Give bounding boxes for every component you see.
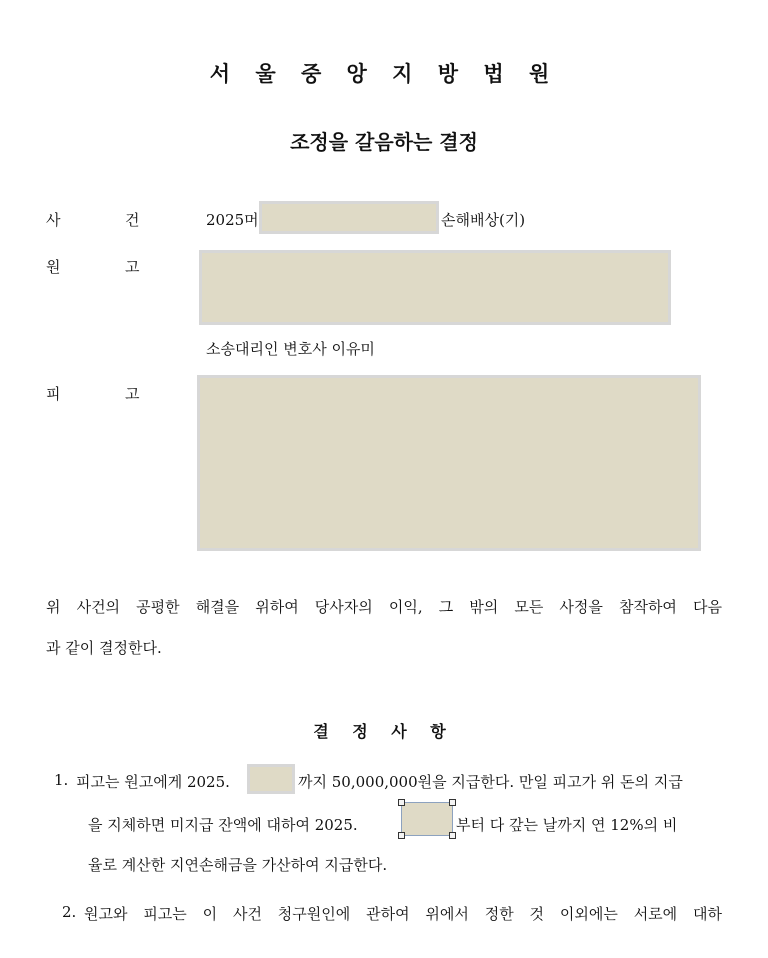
item-1-line-2b: 부터 다 갚는 날까지 연 12%의 비 bbox=[456, 816, 678, 834]
document-title: 조정을 갈음하는 결정 bbox=[290, 130, 478, 154]
case-name: 손해배상(기) bbox=[441, 211, 526, 229]
resize-handle-bottom-right[interactable] bbox=[449, 832, 456, 839]
item-1-number: 1. bbox=[54, 771, 69, 789]
resize-handle-top-right[interactable] bbox=[449, 799, 456, 806]
plaintiff-attorney: 소송대리인 변호사 이유미 bbox=[206, 340, 375, 358]
resize-handle-bottom-left[interactable] bbox=[398, 832, 405, 839]
intro-line-1: 위 사건의 공평한 해결을 위하여 당사자의 이익, 그 밖의 모든 사정을 참작하여 다음 bbox=[46, 598, 722, 616]
defendant-redaction bbox=[197, 375, 701, 551]
defendant-label-char2: 고 bbox=[125, 385, 140, 403]
item-1-date-redaction bbox=[247, 764, 295, 794]
decision-heading: 결 정 사 항 bbox=[313, 722, 455, 741]
item-1-line-2a: 을 지체하면 미지급 잔액에 대하여 2025. bbox=[88, 816, 358, 834]
plaintiff-redaction bbox=[199, 250, 671, 325]
case-label-char2: 건 bbox=[125, 211, 140, 229]
item-2-line-1: 원고와 피고는 이 사건 청구원인에 관하여 위에서 정한 것 이외에는 서로에 대하 bbox=[84, 905, 722, 923]
item-1-date-redaction-selected[interactable] bbox=[401, 802, 453, 836]
court-name: 서 울 중 앙 지 방 법 원 bbox=[209, 62, 559, 86]
defendant-label-char1: 피 bbox=[46, 385, 61, 403]
case-label-char1: 사 bbox=[46, 211, 61, 229]
item-1-line-1b: 까지 50,000,000원을 지급한다. 만일 피고가 위 돈의 지급 bbox=[298, 773, 683, 791]
item-2-number: 2. bbox=[62, 903, 77, 921]
intro-line-2: 과 같이 결정한다. bbox=[46, 639, 162, 657]
item-1-line-1a: 피고는 원고에게 2025. bbox=[76, 773, 230, 791]
case-number-redaction bbox=[259, 201, 439, 234]
plaintiff-label-char1: 원 bbox=[46, 258, 61, 276]
plaintiff-label-char2: 고 bbox=[125, 258, 140, 276]
case-number-prefix: 2025머 bbox=[206, 211, 259, 229]
item-1-line-3: 율로 계산한 지연손해금을 가산하여 지급한다. bbox=[88, 856, 388, 874]
resize-handle-top-left[interactable] bbox=[398, 799, 405, 806]
